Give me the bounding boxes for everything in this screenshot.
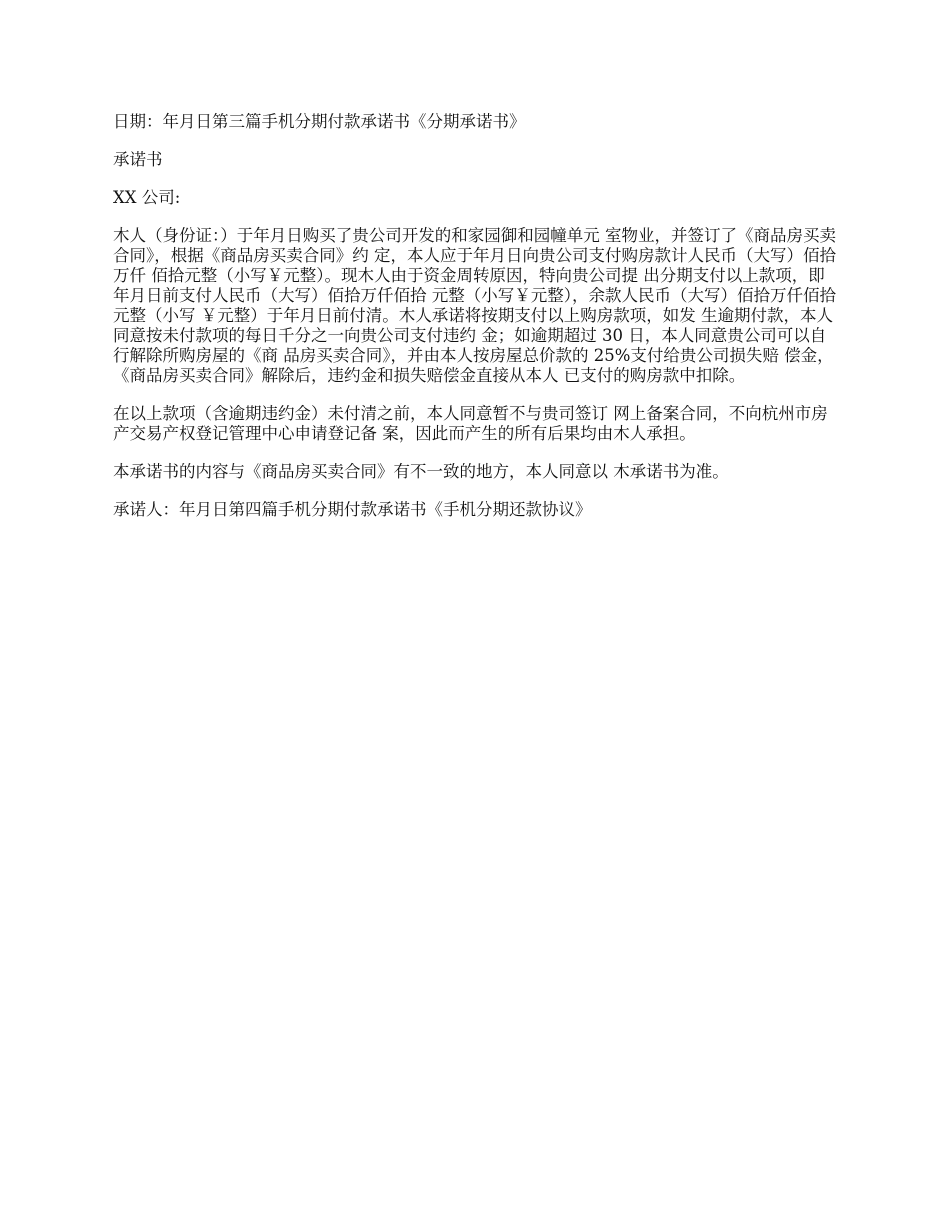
- addressee-line: XX 公司:: [113, 188, 181, 207]
- document-body: [113, 112, 837, 538]
- body-paragraph-payment: 木人（身份证：）于年月日购买了贵公司开发的和家园御和园幢单元 室物业，并签订了《商品房买卖合同》，根据《商品房买卖合同》约 定，本人应于年月日向贵公司支付购房款计人民币（大写）佰拾万仟 佰拾元整（小写￥元整）。现木人由于资金周转原因，特向贵公司提 出分期支付以上款项，即年月日前支付人民币（大写）佰拾万仟佰拾 元整（小写￥元整），余款人民币（大写）佰拾万仟佰拾元整（小写 ￥元整）于年月日前付清。木人承诺将按期支付以上购房款项，如发 生逾期付款，本人同意按未付款项的每日千分之一向贵公司支付违约 金；如逾期超过 30 日，本人同意贵公司可以自行解除所购房屋的《商 品房买卖合同》，并由本人按房屋总价款的 25%支付给贵公司损失赔 偿金，《商品房买卖合同》解除后，违约金和损失赔偿金直接从本人 已支付的购房款中扣除。: [113, 226, 836, 385]
- body-paragraph-registration: 在以上款项（含逾期违约金）未付清之前，本人同意暂不与贵司签订 网上备案合同，不向杭州市房产交易产权登记管理中心申请登记备 案，因此而产生的所有后果均由木人承担。: [113, 404, 828, 443]
- date-line: 日期：年月日第三篇手机分期付款承诺书《分期承诺书》: [113, 112, 526, 131]
- body-paragraph-precedence: 本承诺书的内容与《商品房买卖合同》有不一致的地方，本人同意以 木承诺书为准。: [113, 462, 729, 481]
- signature-line: 承诺人：年月日第四篇手机分期付款承诺书《手机分期还款协议》: [113, 500, 592, 519]
- document-heading: 承诺书: [113, 150, 163, 169]
